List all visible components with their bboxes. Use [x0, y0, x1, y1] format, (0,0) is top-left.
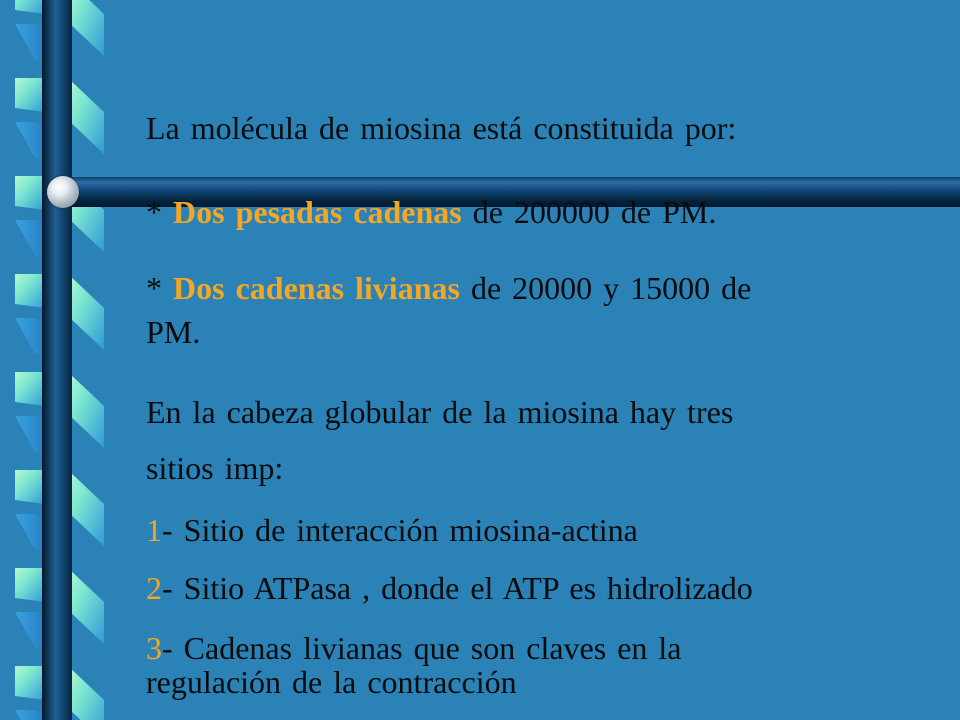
- site-number: 2: [146, 570, 162, 606]
- bullet-marker: *: [146, 194, 162, 230]
- head-sentence-line1: En la cabeza globular de la miosina hay tres: [146, 394, 734, 430]
- intro-text: La molécula de miosina está constituida por:: [146, 110, 737, 146]
- heavy-chain-text: de 200000 de PM.: [461, 194, 717, 230]
- site-text: - Sitio ATPasa , donde el ATP es hidrolizado: [162, 570, 753, 606]
- heavy-chain-highlight: Dos pesadas cadenas: [173, 194, 462, 230]
- site-text: - Cadenas livianas que son claves en la: [162, 630, 682, 666]
- site-item-2: [146, 568, 753, 608]
- light-chain-line: [146, 268, 751, 308]
- bullet-marker: *: [146, 270, 162, 306]
- site-number: 1: [146, 512, 162, 548]
- site-text: - Sitio de interacción miosina-actina: [162, 512, 638, 548]
- ribbon-decoration: [0, 0, 120, 720]
- bar-knob: [47, 176, 79, 208]
- site-number: 3: [146, 630, 162, 666]
- heavy-chain-line: [146, 192, 716, 232]
- light-chain-text: de 20000 y 15000 de: [459, 270, 752, 306]
- light-chain-line2: PM.: [146, 314, 201, 350]
- head-sentence-line2: sitios imp:: [146, 450, 284, 486]
- site-item-1: [146, 510, 638, 550]
- site-item-3-line2: regulación de la contracción: [146, 664, 517, 700]
- light-chain-highlight: Dos cadenas livianas: [173, 270, 460, 306]
